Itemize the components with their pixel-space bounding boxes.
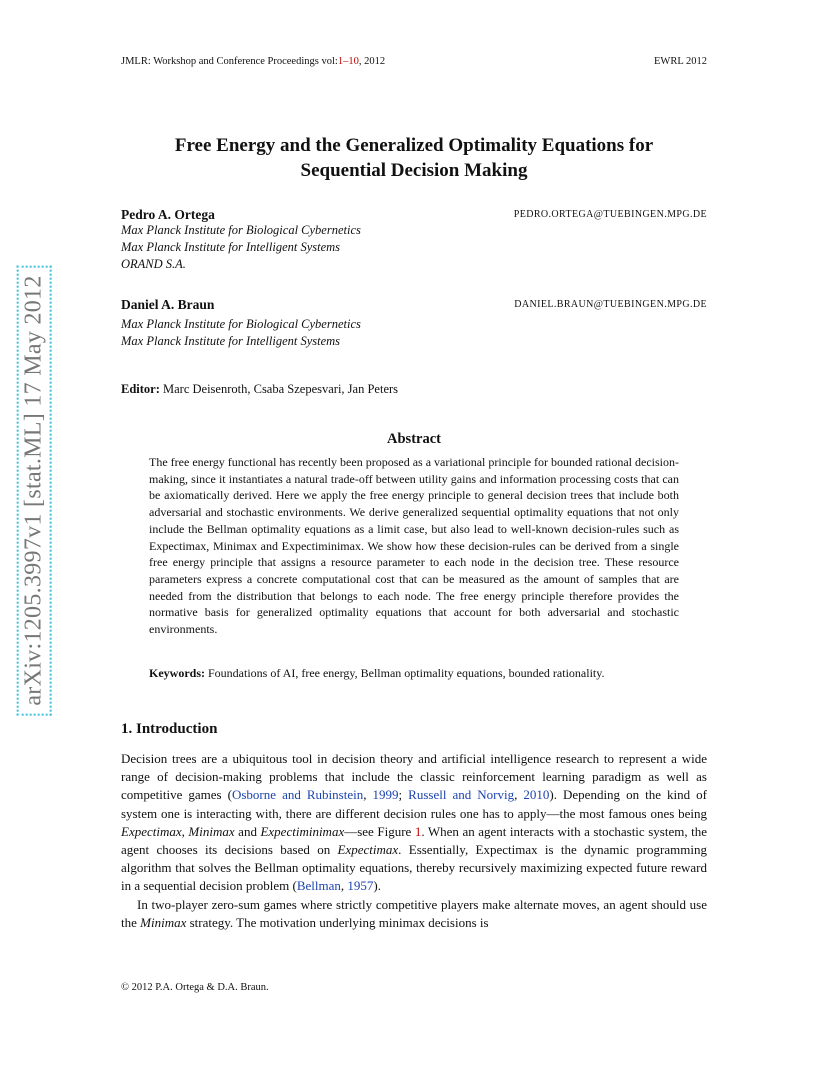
author-name-2: Daniel A. Braun [121, 297, 215, 312]
citation-link[interactable]: 2010 [523, 787, 550, 803]
intro-paragraph-1: Decision trees are a ubiquitous tool in decision theory and artificial intelligence research to represent a wide range of decision-making problems that include the classic reinforcement learning paradigm as well as competitive games (Osborne and Rubinstein, 1999; Russell and Norvig, 2010). Depending on the kind of system one is interacting with, there are different decision rules one has to apply—the most famous ones being Expectimax, Minimax and Expectiminimax—see Figure 1. When an agent interacts with a stochastic system, the agent chooses its decisions based on Expectimax. Essentially, Expectimax is the dynamic programming algorithm that solves the Bellman optimality equations, thereby recursively maximizing expected future reward in a sequential decision problem (Bellman, 1957). [121, 751, 708, 894]
paper-title: Free Energy and the Generalized Optimality Equations for Sequential Decision Making [174, 135, 654, 181]
figure-link[interactable]: 1 [414, 823, 422, 839]
citation-link[interactable]: Bellman [296, 878, 341, 894]
author-affiliations-1: Max Planck Institute for Biological Cybernetics Max Planck Institute for Intelligent Systems ORAND S.A. [121, 223, 361, 271]
introduction-body [121, 750, 707, 932]
arxiv-stamp [4, 230, 64, 750]
abstract-text: The free energy functional has recently been proposed as a variational principle for bounded rational decision-making, since it instantiates a natural trade-off between utility gains and information processing costs that can be axiomatically derived. Here we apply the free energy principle to general decision trees that include both adversarial and stochastic environments. We derive generalized sequential optimality equations that not only include the Bellman optimality equations as a limit case, but also lead to well-known decision-rules such as Expectimax, Minimax and Expectiminimax. We show how these decision-rules can be derived from a single free energy principle that assigns a resource parameter to each node in the decision tree. These resource parameters express a concrete computational cost that can be measured as the amount of samples that are needed from the distribution that belongs to each node. The free energy principle therefore provides the normative basis for generalized optimality equations that account for both adversarial and stochastic environments. [149, 455, 679, 637]
keywords: Keywords: Foundations of AI, free energy, Bellman optimality equations, bounded rationality. [149, 666, 605, 680]
copyright-notice: © 2012 P.A. Ortega & D.A. Braun. [121, 982, 269, 993]
citation-link[interactable]: 1957 [347, 878, 374, 894]
section-heading-introduction: 1. Introduction [121, 721, 218, 737]
author-email-2: DANIEL.BRAUN@TUEBINGEN.MPG.DE [514, 299, 707, 310]
author-name-1: Pedro A. Ortega [121, 207, 215, 222]
running-header-left: JMLR: Workshop and Conference Proceedings vol:1–10, 2012 [121, 56, 386, 67]
citation-link[interactable]: 1999 [372, 787, 399, 803]
intro-paragraph-2: In two-player zero-sum games where strictly competitive players make alternate moves, an agent should use the Minimax strategy. The motivation underlying minimax decisions is [121, 896, 707, 930]
abstract-heading: Abstract [387, 431, 441, 447]
running-header-right: EWRL 2012 [654, 56, 707, 67]
pages-link[interactable]: 1–10 [337, 56, 359, 67]
citation-link[interactable]: Russell and Norvig [408, 787, 515, 803]
author-email-1: PEDRO.ORTEGA@TUEBINGEN.MPG.DE [513, 209, 707, 220]
editor-line: Editor: Marc Deisenroth, Csaba Szepesvari, Jan Peters [121, 382, 399, 396]
arxiv-identifier-link[interactable]: arXiv:1205.3997v1 [stat.ML] 17 May 2012 [17, 265, 52, 715]
author-affiliations-2: Max Planck Institute for Biological Cybernetics Max Planck Institute for Intelligent Systems [121, 317, 361, 348]
citation-link[interactable]: Osborne and Rubinstein [231, 787, 364, 803]
